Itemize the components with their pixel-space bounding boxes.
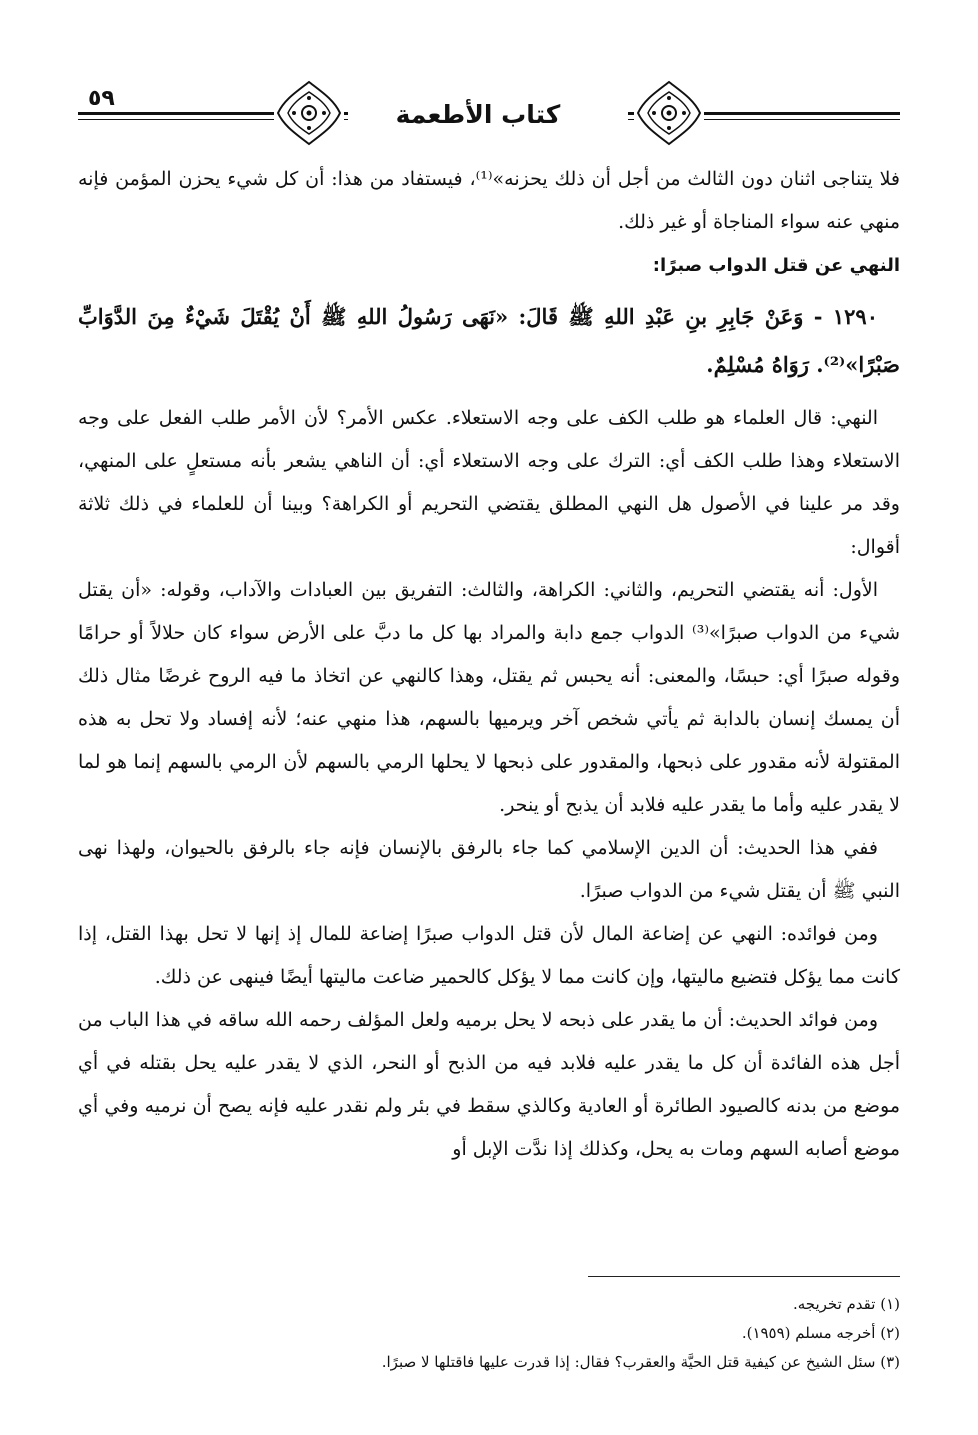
- main-text: [78, 158, 900, 1171]
- footnote-3: (٣) سئل الشيخ عن كيفية قتل الحيَّة والعقرب؟ فقال: إذا قدرت عليها فاقتلها لا صبرًا.: [381, 1353, 900, 1371]
- left-ornament-icon: [274, 78, 344, 148]
- section-heading: النهي عن قتل الدواب صبرًا:: [652, 255, 900, 276]
- footnote-rule: [588, 1276, 900, 1277]
- paragraph-intro: فلا يتناجى اثنان دون الثالث من أجل أن ذلك يحزنه»⁽¹⁾، فيستفاد من هذا: أن كل شيء يحزن المؤمن فإنه منهي عنه سواء المناجاة أو غير ذلك.: [78, 168, 901, 233]
- paragraph-benefit-2: ومن فوائده: النهي عن إضاعة المال لأن قتل الدواب صبرًا إضاعة للمال إذ إنها لا تحل بهذا القتل، إذا كانت مما يؤكل فتضيع ماليتها، وإن كانت مما لا يؤكل كالحمير ضاعت ماليتها أيضًا فينهى عن ذلك.: [78, 923, 900, 988]
- hadith-text: ١٢٩٠ - وَعَنْ جَابِرِ بنِ عَبْدِ اللهِ ﷺ قَالَ: «نَهَى رَسُولُ اللهِ ﷺ أَنْ يُقْتَلَ شَيْءٌ مِنَ الدَّوَابِّ صَبْرًا»⁽²⁾. رَوَاهُ مُسْلِمٌ.: [78, 304, 900, 377]
- page-header: [78, 78, 900, 148]
- chapter-title: كتاب الأطعمة: [395, 100, 561, 129]
- paragraph-benefit-3: ومن فوائد الحديث: أن ما يقدر على ذبحه لا يحل برميه ولعل المؤلف رحمه الله ساقه في هذا الباب من أجل هذه الفائدة أن كل ما يقدر عليه فلابد فيه من الذبح أو النحر، الذي لا يقدر عليه يحل بقتله في أي موضع من بدنه كالصيود الطائرة أو العادية وكالذي سقط في بئر ولم نقدر عليه فإنه يصح أن نرميه وفي أي موضع أصابه السهم ومات به يحل، وكذلك إذا ندَّت الإبل أو: [78, 1009, 900, 1160]
- paragraph-benefit-1: ففي هذا الحديث: أن الدين الإسلامي كما جاء بالرفق بالإنسان فإنه جاء بالرفق بالحيوان، ولهذا نهى النبي ﷺ أن يقتل شيء من الدواب صبرًا.: [78, 837, 900, 902]
- footnote-2: (٢) أخرجه مسلم (١٩٥٩).: [741, 1324, 900, 1342]
- page-number: ٥٩: [88, 86, 115, 111]
- footnote-1: (١) تقدم تخريجه.: [792, 1295, 900, 1313]
- paragraph-nahy-definition: النهي: قال العلماء هو طلب الكف على وجه الاستعلاء. عكس الأمر؟ لأن الأمر طلب الفعل على وجه الاستعلاء وهذا طلب الكف أي: الترك على وجه الاستعلاء أي: أن الناهي يشعر بأنه مستعلٍ على المنهي، وقد مر علينا في الأصول هل النهي المطلق يقتضي التحريم أو الكراهة؟ وبينا أن للعلماء في ذلك ثلاثة أقوال:: [78, 407, 900, 558]
- footnotes: [78, 1290, 900, 1377]
- paragraph-sayings: الأول: أنه يقتضي التحريم، والثاني: الكراهة، والثالث: التفريق بين العبادات والآداب، وقوله: «أن يقتل شيء من الدواب صبرًا»⁽³⁾ الدواب جمع دابة والمراد بها كل ما دبَّ على الأرض سواء كان حلالاً أو حرامًا وقوله صبرًا أي: حبسًا، والمعنى: أنه يحبس ثم يقتل، وهذا كالنهي عن اتخاذ ما فيه الروح غرضًا مثال ذلك أن يمسك إنسان بالدابة ثم يأتي شخص آخر ويرميها بالسهم، هذا منهي عنه؛ لأنه إفساد ولا تحل به هذه المقتولة لأنه مقدور على ذبحها، والمقدور على ذبحها لا يحلها الرمي بالسهم لأن الرمي بالسهم إنما هو لما لا يقدر عليه وأما ما يقدر عليه فلابد أن يذبح أو ينحر.: [78, 579, 900, 816]
- right-ornament-icon: [634, 78, 704, 148]
